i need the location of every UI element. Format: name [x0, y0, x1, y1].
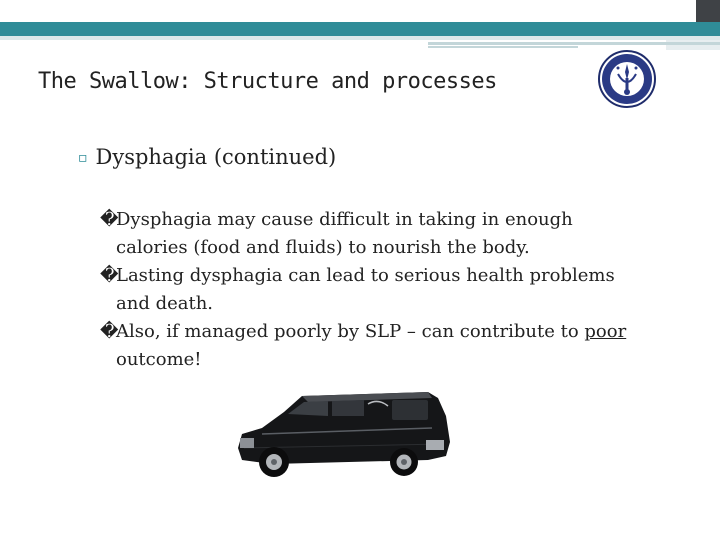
sub-bullet-3 — [100, 318, 680, 373]
university-seal-logo — [598, 50, 656, 108]
sub-bullet-2-line2: and death. — [116, 292, 214, 314]
bullet-level-1 — [78, 145, 336, 169]
sub-bullet-2-line1: Lasting dysphagia can lead to serious health problems — [116, 265, 615, 286]
sub-bullet-3-line2: outcome! — [116, 348, 202, 370]
bullet-text: Dysphagia (continued) — [95, 145, 337, 169]
top-line — [428, 42, 720, 45]
sub-bullet-1 — [100, 206, 680, 261]
top-light-bar — [0, 36, 720, 40]
bullet-marker: ▫ — [78, 150, 88, 166]
sub-bullet-3-underlined: poor — [584, 321, 627, 342]
slide-title: The Swallow: Structure and processes — [38, 69, 497, 94]
top-line-short — [428, 46, 578, 48]
sub-bullet-3-line1: Also, if managed poorly by SLP – can contribute to — [116, 321, 585, 342]
top-accent-bar — [0, 22, 720, 36]
sub-bullet-2 — [100, 262, 680, 317]
sub-bullet-marker: � — [100, 209, 119, 230]
sub-bullet-1-line2: calories (food and fluids) to nourish the body. — [116, 236, 530, 258]
sub-bullet-marker: � — [100, 265, 119, 286]
top-corner-bar — [696, 0, 720, 22]
hearse-photo — [232, 386, 454, 484]
sub-bullet-1-line1: Dysphagia may cause difficult in taking in enough — [116, 209, 573, 230]
sub-bullet-marker: � — [100, 321, 119, 342]
